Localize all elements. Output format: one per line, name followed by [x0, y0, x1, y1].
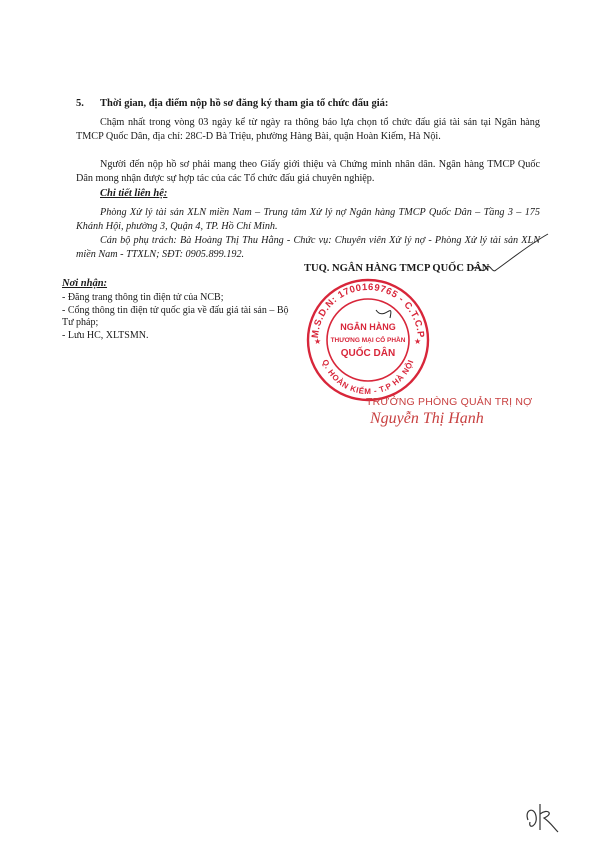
recipient-item: - Đăng trang thông tin điện tử của NCB; [62, 292, 224, 303]
seal-center-line2: THƯƠNG MẠI CỔ PHẦN [330, 337, 406, 344]
contact-office: Phòng Xử lý tài sản XLN miền Nam – Trung tâm Xử lý nợ Ngân hàng TMCP Quốc Dân – Tầng 3 – 175 Khánh Hội, phường 3, Quận 4, TP. Hồ Chí Minh. [76, 207, 540, 232]
contact-heading: Chi tiết liên hệ: [100, 188, 168, 199]
recipient-item: - Lưu HC, XLTSMN. [62, 329, 149, 341]
signer-title: TRƯỞNG PHÒNG QUẢN TRỊ NỢ [366, 396, 533, 408]
seal-ring-text: M.S.D.N: 1700169765 - C.T.C.P [309, 281, 427, 339]
signature-stroke-icon [470, 232, 550, 292]
contact-person: Cán bộ phụ trách: Bà Hoàng Thị Thu Hằng - Chức vụ: Chuyên viên Xử lý nợ - Phòng Xử lý tài sản XLN miền Nam - TTXLN; SĐT: 0905.899.192. [76, 235, 540, 260]
recipient-item: - Cổng thông tin điện tử quốc gia về đấu giá tài sản – Bộ Tư pháp; [62, 304, 289, 328]
seal-star-icon: ★ [314, 337, 322, 346]
section-title: Thời gian, địa điểm nộp hồ sơ đăng ký tham gia tổ chức đấu giá: [100, 98, 389, 109]
section-number: 5. [76, 98, 84, 109]
signer-name: Nguyễn Thị Hạnh [370, 410, 484, 427]
initials-mark-icon [522, 800, 562, 836]
seal-star-icon: ★ [414, 337, 422, 346]
seal-center-line1: NGÂN HÀNG [340, 322, 396, 332]
company-seal [298, 270, 438, 410]
requirements-paragraph: Người đến nộp hồ sơ phải mang theo Giấy giới thiệu và Chứng minh nhân dân. Ngân hàng TMCP Quốc Dân mong nhận được sự hợp tác của các Tổ chức đấu giá chuyên nghiệp. [76, 159, 540, 184]
seal-signature-mark [376, 310, 391, 318]
recipients-list [62, 292, 292, 342]
section-heading [76, 98, 388, 109]
signing-organization: TUQ. NGÂN HÀNG TMCP QUỐC DÂN [304, 263, 490, 274]
deadline-paragraph: Chậm nhất trong vòng 03 ngày kể từ ngày ra thông báo lựa chọn tổ chức đấu giá tài sản tại Ngân hàng TMCP Quốc Dân, địa chỉ: 28C-D Bà Triệu, phường Hàng Bài, quận Hoàn Kiếm, Hà Nội. [76, 117, 540, 142]
seal-bottom-text: Q. HOÀN KIẾM - T.P HÀ NỘI [320, 358, 416, 397]
seal-center-line3: QUỐC DÂN [340, 348, 396, 359]
recipients-heading: Nơi nhận: [62, 278, 108, 289]
